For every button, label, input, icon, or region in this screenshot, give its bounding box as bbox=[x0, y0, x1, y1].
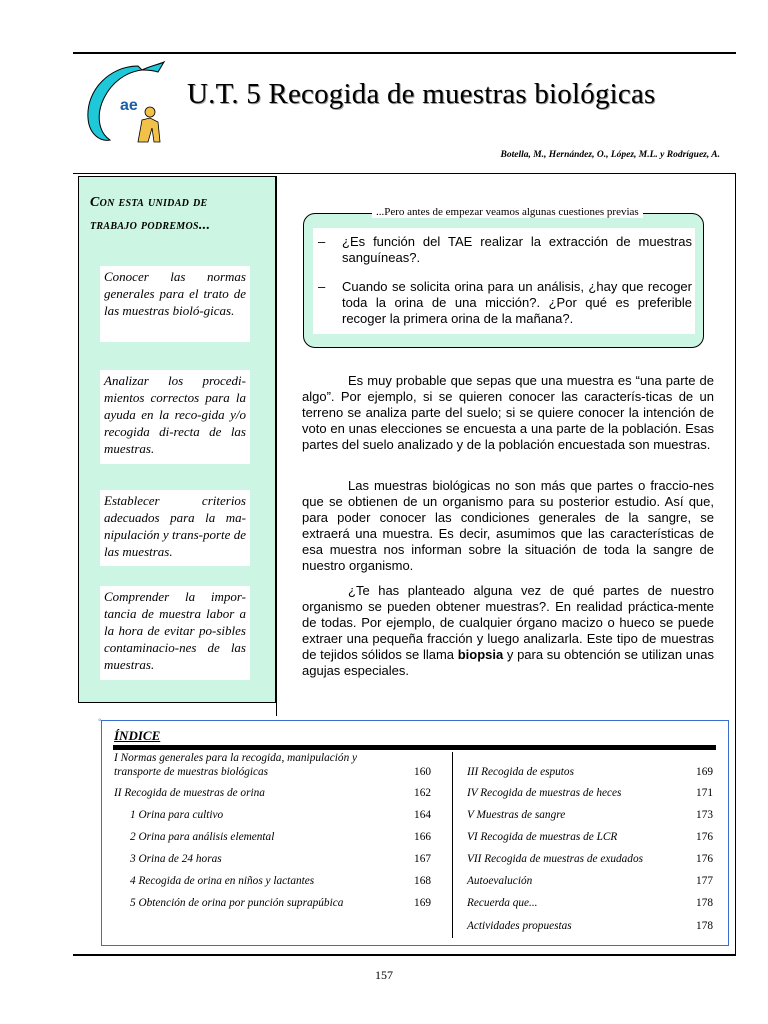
index-page: 166 bbox=[414, 831, 431, 843]
index-page: 168 bbox=[414, 875, 431, 887]
paragraph-1: Es muy probable que sepas que una muestra es “una parte de algo”. Por ejemplo, si se quieren conocer las caracterís-ticas de un terreno se analiza parte del suelo; si se quiere conocer la intención de voto en unas elecciones se encuesta a una parte de la población. Esas partes del suelo analizado y de la población encuestada son muestras. bbox=[302, 373, 714, 452]
page-title: U.T. 5 Recogida de muestras biológicas bbox=[187, 78, 656, 110]
paragraph-3-start: ¿Te has planteado alguna vez de qué partes de nuestro organismo se pueden obtener muestras?. En realidad práctica-mente de todas. Por ejemplo, de cualquier órgano macizo o hueco se puede extraer una pequeña fracción y luego analizarla. Este tipo de muestras de tejidos sólidos se llama bbox=[302, 583, 714, 662]
index-entry[interactable]: 4 Recogida de orina en niños y lactantes bbox=[130, 875, 315, 887]
index-page: 169 bbox=[696, 766, 713, 778]
authors-line: Botella, M., Hernández, O., López, M.L. y Rodríguez, A. bbox=[500, 150, 720, 160]
index-entry[interactable]: Actividades propuestas bbox=[467, 920, 572, 932]
index-page: 167 bbox=[414, 853, 431, 865]
paragraph-2: Las muestras biológicas no son más que partes o fraccio-nes que se obtienen de un organismo para su posterior estudio. Así que, para poder conocer las condiciones generales de la sangre, se extraerá una muestra. Es decir, asumimos que las características de esa muestra nos informan sobre la situación de toda la sangre de nuestro organismo. bbox=[302, 478, 714, 573]
body-paragraph bbox=[302, 478, 714, 574]
logo-text: ae bbox=[120, 97, 138, 114]
index-page: 162 bbox=[414, 787, 431, 799]
index-entry[interactable]: IV Recogida de muestras de heces bbox=[467, 787, 622, 799]
objective-item: Establecer criterios adecuados para la ma-nipulación y trans-porte de las muestras. bbox=[100, 490, 250, 566]
content-right-rule bbox=[735, 173, 736, 955]
index-entry[interactable]: III Recogida de esputos bbox=[467, 766, 574, 778]
question-text: ¿Es función del TAE realizar la extracción de muestras sanguíneas?. bbox=[342, 234, 692, 265]
index-entry[interactable]: Recuerda que... bbox=[467, 897, 538, 909]
index-entry[interactable]: 3 Orina de 24 horas bbox=[130, 853, 222, 865]
content-top-rule bbox=[73, 173, 736, 174]
body-paragraph bbox=[302, 373, 714, 453]
index-title: ÍNDICE bbox=[114, 728, 161, 743]
page-number: 157 bbox=[375, 968, 393, 982]
index-entry[interactable]: 1 Orina para cultivo bbox=[130, 809, 224, 821]
objective-item: Comprender la impor-tancia de muestra labor a la hora de evitar po-sibles contaminacio-nes de las muestras. bbox=[100, 586, 250, 680]
index-page: 169 bbox=[414, 897, 431, 909]
sidebar-heading-line2: trabajo podremos... bbox=[90, 218, 211, 233]
paragraph-3-end: y para su obtención se utilizan unas agujas especiales. bbox=[302, 647, 714, 678]
index-page: 177 bbox=[696, 875, 713, 887]
objective-item: Conocer las normas generales para el trato de las muestras bioló-gicas. bbox=[100, 266, 250, 342]
sidebar-divider bbox=[276, 176, 277, 716]
objective-item: Analizar los procedi-mientos correctos para la ayuda en la reco-gida y/o recogida di-recta de las muestras. bbox=[100, 370, 250, 464]
index-page: 176 bbox=[696, 831, 713, 843]
index-page: 178 bbox=[696, 920, 713, 932]
index-title-bar bbox=[113, 745, 716, 750]
index-entry-continuation[interactable]: transporte de muestras biológicas bbox=[114, 766, 269, 778]
index-page: 160 bbox=[414, 766, 431, 778]
index-entry[interactable]: VI Recogida de muestras de LCR bbox=[467, 831, 618, 843]
index-page: 173 bbox=[696, 809, 713, 821]
index-entry[interactable]: Autoevalución bbox=[467, 875, 533, 887]
question-item bbox=[318, 279, 692, 327]
index-page: 178 bbox=[696, 897, 713, 909]
sidebar-heading-line1: Con esta unidad de bbox=[90, 195, 208, 210]
bottom-rule bbox=[73, 954, 736, 956]
paragraph-3 bbox=[302, 583, 714, 679]
index-entry[interactable]: VII Recogida de muestras de exudados bbox=[467, 853, 643, 865]
index-entry[interactable]: II Recogida de muestras de orina bbox=[114, 787, 265, 799]
index-page: 171 bbox=[696, 787, 713, 799]
index-page: 164 bbox=[414, 809, 431, 821]
sidebar-heading bbox=[90, 191, 270, 237]
body-paragraph bbox=[302, 583, 714, 679]
bullet-dash: – bbox=[318, 234, 326, 249]
index-corner-handle: ◦ bbox=[98, 715, 102, 726]
bullet-dash: – bbox=[318, 279, 326, 294]
cae-logo bbox=[80, 60, 170, 144]
index-entry[interactable]: 2 Orina para análisis elemental bbox=[130, 831, 275, 843]
index-entry[interactable]: I Normas generales para la recogida, manipulación y bbox=[114, 752, 358, 764]
biopsia-term: biopsia bbox=[457, 647, 504, 662]
index-entry[interactable]: 5 Obtención de orina por punción suprapúbica bbox=[130, 897, 344, 909]
questions-heading: ...Pero antes de empezar veamos algunas cuestiones previas bbox=[372, 206, 643, 218]
index-page: 176 bbox=[696, 853, 713, 865]
question-item bbox=[318, 234, 692, 266]
index-column-divider bbox=[452, 752, 453, 938]
top-rule bbox=[73, 52, 736, 54]
question-text: Cuando se solicita orina para un análisis, ¿hay que recoger toda la orina de una micción?. ¿Por qué es preferible recoger la primera orina de la mañana?. bbox=[342, 279, 692, 326]
index-entry[interactable]: V Muestras de sangre bbox=[467, 809, 566, 821]
